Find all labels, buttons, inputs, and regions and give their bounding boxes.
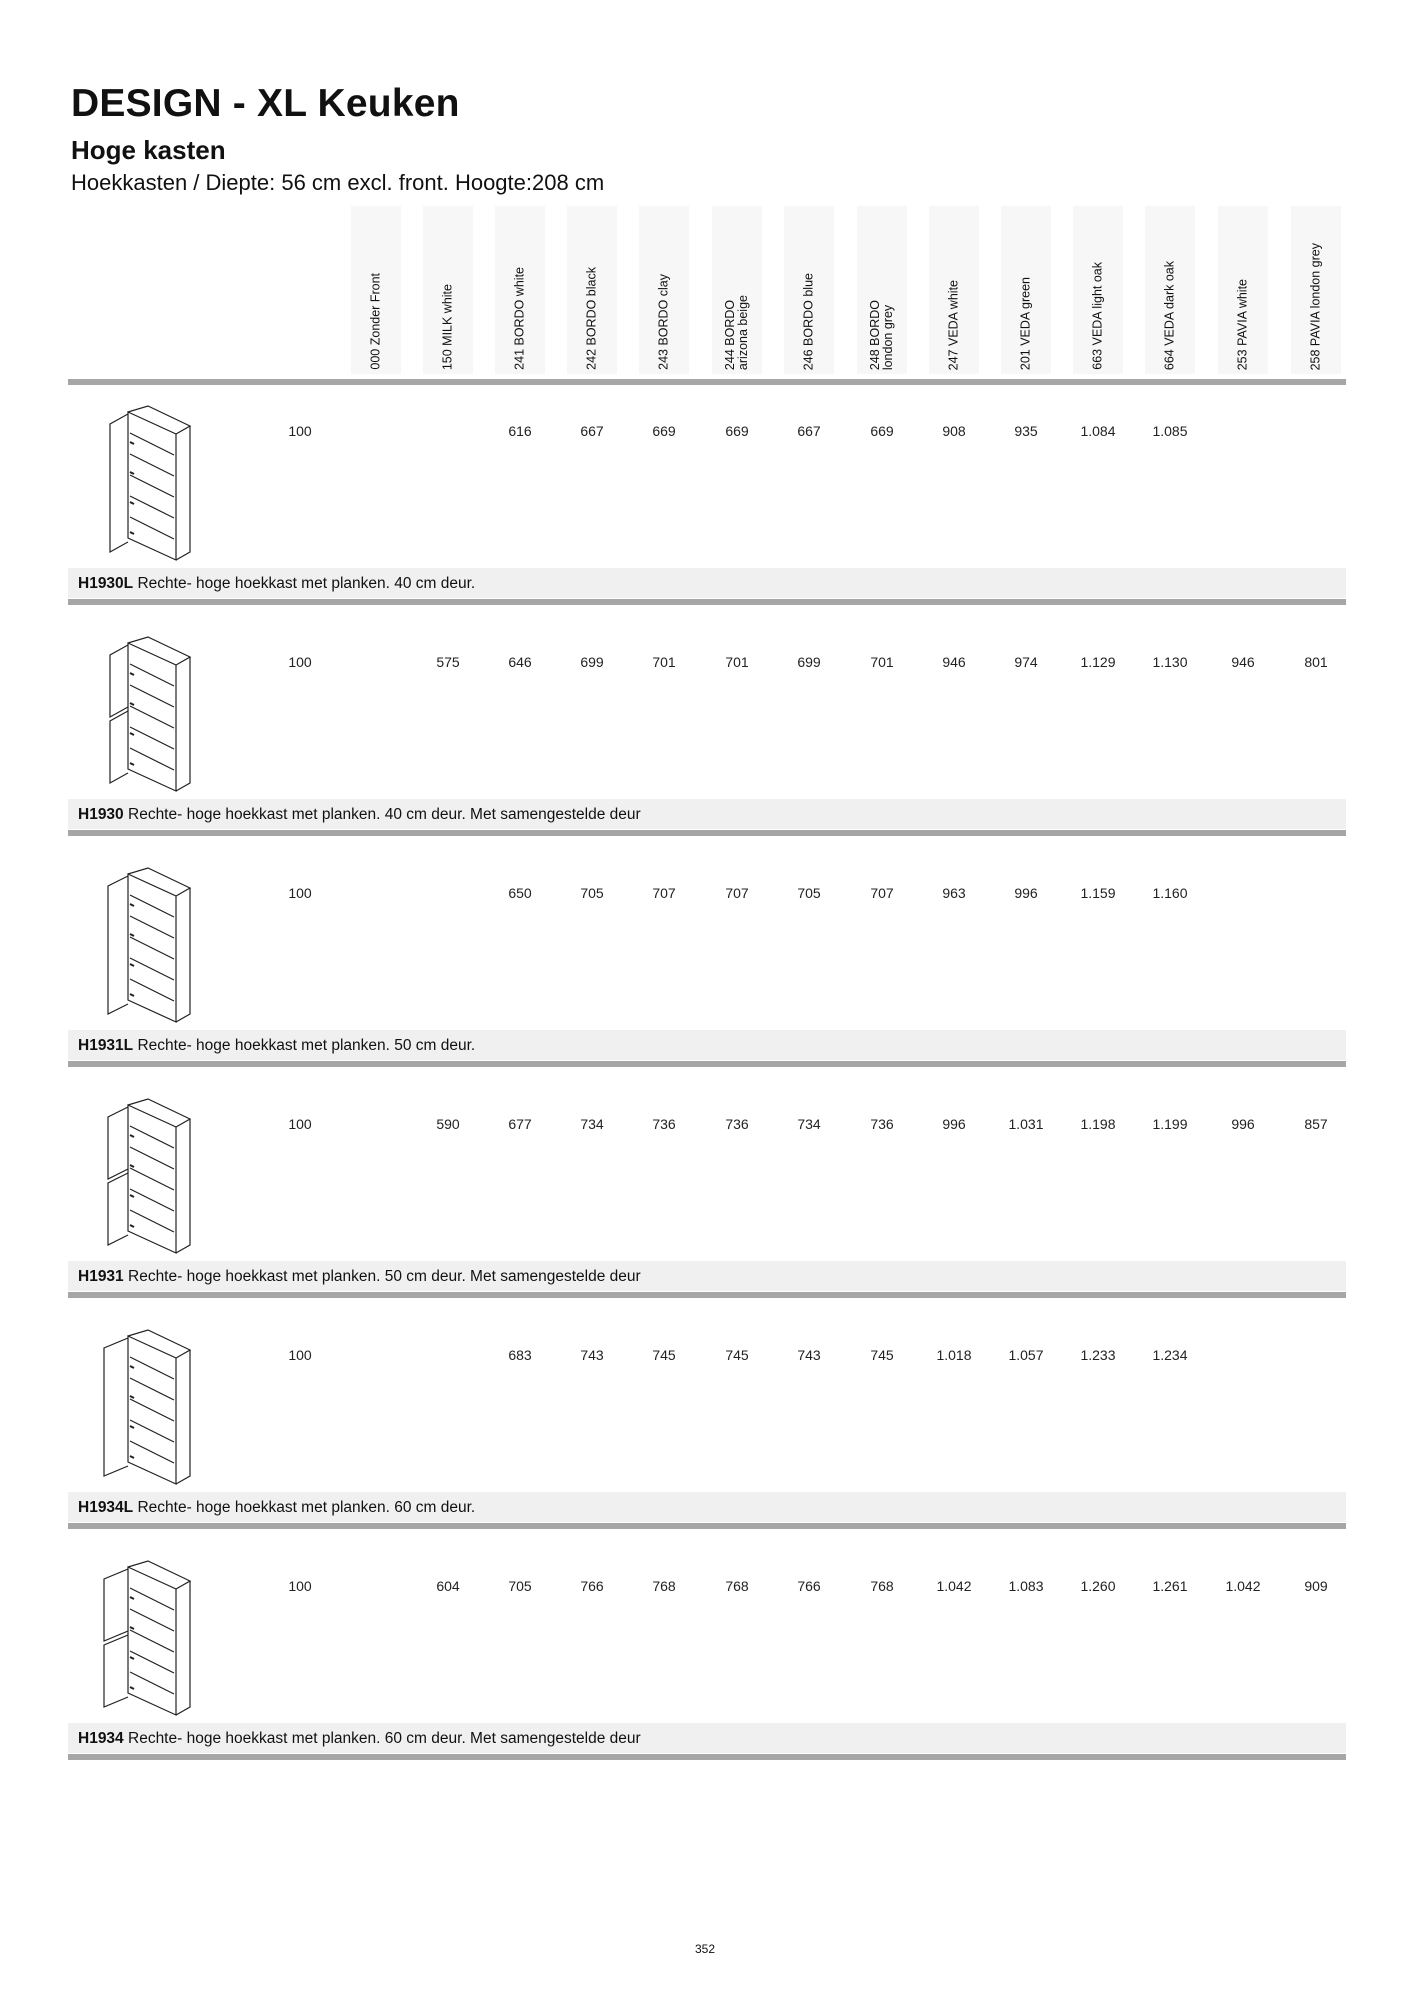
price-cell: 604 xyxy=(436,1578,460,1594)
price-cell: 736 xyxy=(870,1116,894,1132)
column-header-label: 201 VEDA green xyxy=(1018,276,1033,370)
price-cell: 768 xyxy=(652,1578,676,1594)
price-cell: 1.160 xyxy=(1152,885,1188,901)
price-cell: 705 xyxy=(508,1578,532,1594)
column-header xyxy=(712,206,762,374)
price-cell: 736 xyxy=(725,1116,749,1132)
product-description xyxy=(78,575,475,593)
column-header xyxy=(351,206,401,374)
row-divider xyxy=(68,1292,1346,1298)
price-cell: 1.083 xyxy=(1008,1578,1044,1594)
product-description xyxy=(78,1268,641,1286)
column-header-label: 253 PAVIA white xyxy=(1235,278,1250,370)
price-cell: 667 xyxy=(580,423,604,439)
price-cell: 963 xyxy=(942,885,966,901)
cabinet-diagram xyxy=(90,402,200,572)
width-value: 100 xyxy=(288,1116,312,1132)
product-text: Rechte- hoge hoekkast met planken. 40 cm deur. Met samengestelde deur xyxy=(128,806,641,823)
price-cell: 707 xyxy=(725,885,749,901)
column-header xyxy=(1145,206,1195,374)
cabinet-diagram xyxy=(90,633,200,803)
product-code: H1931 xyxy=(78,1268,124,1285)
section-subtitle: Hoge kasten xyxy=(71,135,226,165)
column-header xyxy=(567,206,617,374)
product-row xyxy=(68,621,1346,845)
product-code: H1934L xyxy=(78,1499,134,1516)
price-cell: 745 xyxy=(652,1347,676,1363)
price-cell: 669 xyxy=(725,423,749,439)
price-cell: 1.085 xyxy=(1152,423,1188,439)
width-value: 100 xyxy=(288,885,312,901)
column-header xyxy=(929,206,979,374)
price-cell: 669 xyxy=(870,423,894,439)
cabinet-diagram xyxy=(90,1557,200,1727)
price-cell: 669 xyxy=(652,423,676,439)
width-value: 100 xyxy=(288,1347,312,1363)
price-cell: 699 xyxy=(580,654,604,670)
price-cell: 1.260 xyxy=(1080,1578,1116,1594)
price-cell: 996 xyxy=(1231,1116,1255,1132)
column-header-label: 663 VEDA light oak xyxy=(1090,262,1105,370)
column-header xyxy=(639,206,689,374)
column-header xyxy=(1218,206,1268,374)
product-row xyxy=(68,1314,1346,1538)
price-cell: 707 xyxy=(870,885,894,901)
column-header xyxy=(495,206,545,374)
price-cell: 667 xyxy=(797,423,821,439)
row-divider xyxy=(68,1523,1346,1529)
width-value: 100 xyxy=(288,1578,312,1594)
product-text: Rechte- hoge hoekkast met planken. 40 cm deur. xyxy=(137,575,476,592)
product-row xyxy=(68,1545,1346,1769)
row-divider xyxy=(68,830,1346,836)
price-cell: 1.057 xyxy=(1008,1347,1044,1363)
header-divider xyxy=(68,379,1346,385)
column-header xyxy=(857,206,907,374)
column-header-label: 248 BORDO london grey xyxy=(868,299,895,370)
column-header-label: 246 BORDO blue xyxy=(801,272,816,370)
price-cell: 935 xyxy=(1014,423,1038,439)
price-cell: 1.042 xyxy=(936,1578,972,1594)
column-header xyxy=(423,206,473,374)
price-cell: 768 xyxy=(870,1578,894,1594)
cabinet-diagram xyxy=(90,1095,200,1265)
product-text: Rechte- hoge hoekkast met planken. 50 cm deur. Met samengestelde deur xyxy=(128,1268,641,1285)
price-cell: 946 xyxy=(1231,654,1255,670)
column-header-label: 242 BORDO black xyxy=(584,267,599,370)
column-header-label: 000 Zonder Front xyxy=(368,273,383,370)
price-cell: 701 xyxy=(725,654,749,670)
price-cell: 766 xyxy=(797,1578,821,1594)
price-cell: 734 xyxy=(580,1116,604,1132)
price-cell: 736 xyxy=(652,1116,676,1132)
width-value: 100 xyxy=(288,654,312,670)
page-number: 352 xyxy=(694,1942,716,1956)
price-cell: 707 xyxy=(652,885,676,901)
price-cell: 734 xyxy=(797,1116,821,1132)
product-code: H1930 xyxy=(78,806,124,823)
column-header-label: 258 PAVIA london grey xyxy=(1308,242,1323,370)
product-description xyxy=(78,1499,475,1517)
price-cell: 705 xyxy=(797,885,821,901)
price-cell: 701 xyxy=(870,654,894,670)
column-header-label: 664 VEDA dark oak xyxy=(1162,260,1177,370)
price-cell: 616 xyxy=(508,423,532,439)
price-cell: 677 xyxy=(508,1116,532,1132)
column-header-label: 241 BORDO white xyxy=(512,267,527,370)
column-header-label: 150 MILK white xyxy=(440,283,455,370)
column-header xyxy=(784,206,834,374)
product-row xyxy=(68,390,1346,614)
price-cell: 909 xyxy=(1304,1578,1328,1594)
price-cell: 768 xyxy=(725,1578,749,1594)
price-cell: 1.199 xyxy=(1152,1116,1188,1132)
row-divider xyxy=(68,599,1346,605)
price-cell: 857 xyxy=(1304,1116,1328,1132)
price-cell: 650 xyxy=(508,885,532,901)
column-header xyxy=(1001,206,1051,374)
product-description xyxy=(78,1037,475,1055)
price-cell: 745 xyxy=(725,1347,749,1363)
product-text: Rechte- hoge hoekkast met planken. 50 cm deur. xyxy=(137,1037,476,1054)
product-text: Rechte- hoge hoekkast met planken. 60 cm deur. xyxy=(137,1499,476,1516)
price-cell: 801 xyxy=(1304,654,1328,670)
column-header-label: 243 BORDO clay xyxy=(656,274,671,370)
column-header-label: 244 BORDO arizona beige xyxy=(723,294,750,370)
price-cell: 701 xyxy=(652,654,676,670)
price-cell: 996 xyxy=(942,1116,966,1132)
price-cell: 974 xyxy=(1014,654,1038,670)
price-cell: 1.130 xyxy=(1152,654,1188,670)
section-description: Hoekkasten / Diepte: 56 cm excl. front. Hoogte:208 cm xyxy=(71,170,605,195)
cabinet-diagram xyxy=(90,1326,200,1496)
column-header xyxy=(1073,206,1123,374)
column-header xyxy=(1291,206,1341,374)
page-title: DESIGN - XL Keuken xyxy=(71,82,460,125)
product-row xyxy=(68,1083,1346,1307)
product-code: H1930L xyxy=(78,575,134,592)
price-cell: 1.031 xyxy=(1008,1116,1044,1132)
price-cell: 1.159 xyxy=(1080,885,1116,901)
price-cell: 699 xyxy=(797,654,821,670)
product-description xyxy=(78,806,641,824)
row-divider xyxy=(68,1061,1346,1067)
product-description xyxy=(78,1730,641,1748)
price-cell: 1.261 xyxy=(1152,1578,1188,1594)
product-code: H1934 xyxy=(78,1730,124,1747)
price-cell: 1.084 xyxy=(1080,423,1116,439)
price-cell: 646 xyxy=(508,654,532,670)
price-cell: 705 xyxy=(580,885,604,901)
price-cell: 1.234 xyxy=(1152,1347,1188,1363)
product-text: Rechte- hoge hoekkast met planken. 60 cm deur. Met samengestelde deur xyxy=(128,1730,641,1747)
price-cell: 575 xyxy=(436,654,460,670)
column-header-label: 247 VEDA white xyxy=(946,279,961,370)
price-cell: 996 xyxy=(1014,885,1038,901)
price-cell: 590 xyxy=(436,1116,460,1132)
price-cell: 1.198 xyxy=(1080,1116,1116,1132)
price-cell: 745 xyxy=(870,1347,894,1363)
price-cell: 1.129 xyxy=(1080,654,1116,670)
width-value: 100 xyxy=(288,423,312,439)
price-cell: 766 xyxy=(580,1578,604,1594)
price-cell: 743 xyxy=(797,1347,821,1363)
price-cell: 1.018 xyxy=(936,1347,972,1363)
price-cell: 1.042 xyxy=(1225,1578,1261,1594)
row-divider xyxy=(68,1754,1346,1760)
price-cell: 743 xyxy=(580,1347,604,1363)
price-cell: 1.233 xyxy=(1080,1347,1116,1363)
price-cell: 908 xyxy=(942,423,966,439)
product-row xyxy=(68,852,1346,1076)
cabinet-diagram xyxy=(90,864,200,1034)
price-cell: 946 xyxy=(942,654,966,670)
price-cell: 683 xyxy=(508,1347,532,1363)
product-code: H1931L xyxy=(78,1037,134,1054)
